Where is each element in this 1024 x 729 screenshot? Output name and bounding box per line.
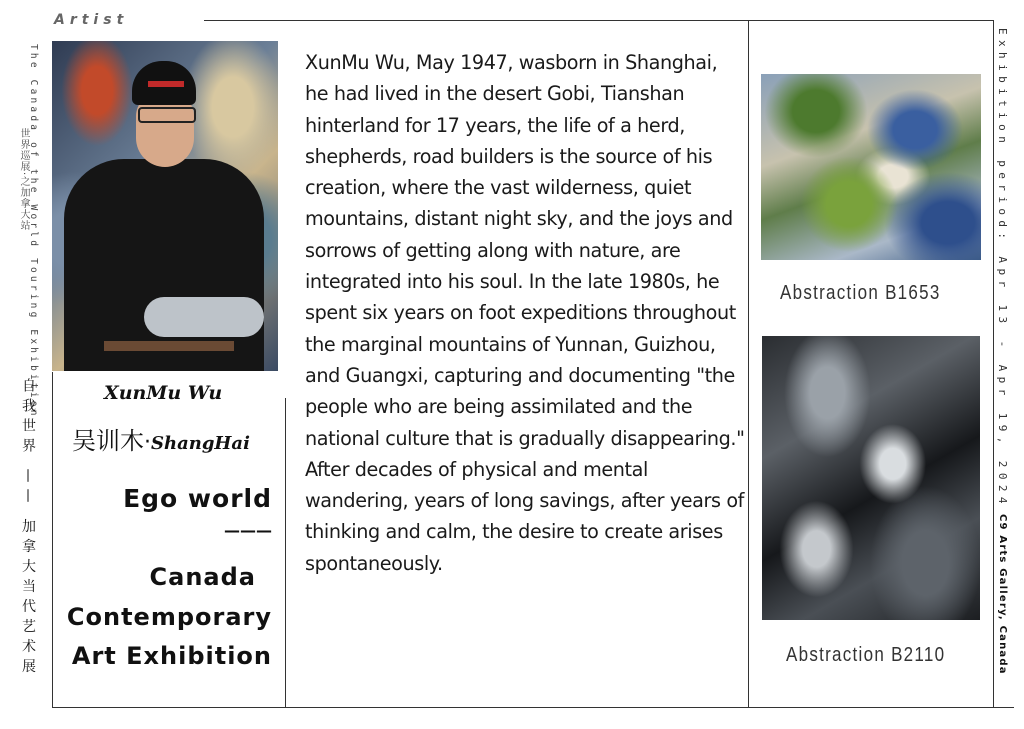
gallery-name: C9 Arts Gallery, Canada — [997, 514, 1008, 675]
exhibition-period: Exhibition period: Apr 13 - Apr 19, 2024 — [996, 28, 1009, 509]
exhibition-title-line4: Art Exhibition — [71, 642, 272, 670]
portrait-cap-band — [148, 81, 184, 87]
name-separator: · — [144, 430, 151, 455]
portrait-glasses — [138, 107, 196, 123]
artist-name-cn: 吴训木 — [72, 427, 144, 455]
artwork-image-2 — [762, 336, 980, 620]
tour-title-cn: 世界巡展·之加拿大站 — [18, 128, 29, 232]
name-divider — [285, 398, 286, 707]
artist-name-cn-line — [72, 421, 250, 456]
exhibition-title-cn: 自我世界 —— 加拿大当代艺术展 — [20, 378, 36, 679]
bio-divider — [748, 20, 749, 707]
artist-portrait — [52, 41, 278, 371]
portrait-belt — [104, 341, 234, 351]
artwork-caption-2: Abstraction B2110 — [786, 644, 946, 666]
exhibition-title-line2: Canada — [149, 563, 256, 591]
artwork-caption-1: Abstraction B1653 — [780, 282, 941, 304]
artist-hometown: ShangHai — [151, 433, 250, 454]
right-border — [993, 20, 994, 707]
top-rule — [204, 20, 994, 21]
left-border — [52, 372, 53, 707]
tour-title-en: The Canada of the World Touring Exhibition — [28, 44, 39, 419]
artist-section-tag: Artist — [54, 12, 129, 28]
portrait-shirt — [64, 159, 264, 371]
artwork-image-1 — [761, 74, 981, 260]
exhibition-title-dash: ——— — [224, 521, 272, 540]
portrait-hands — [144, 297, 264, 337]
exhibition-title-line1: Ego world — [123, 484, 272, 513]
bottom-rule — [52, 707, 1014, 708]
exhibition-title-line3: Contemporary — [66, 603, 272, 631]
artist-name-en: XunMu Wu — [104, 382, 223, 404]
artist-biography: XunMu Wu, May 1947, wasborn in Shanghai, he had lived in the desert Gobi, Tianshan hinterland for 17 years, the life of a herd, shepherds, road builders is the source of his creation, where the vast wilderness, quiet mountains, distant night sky, and the joys and sorrows of getting along with nature, are integrated into his soul. In the late 1980s, he spent six years on foot expeditions throughout the marginal mountains of Yunnan, Guizhou, and Guangxi, capturing and documenting "the people who are being assimilated and the national culture that is gradually disappearing." After decades of physical and mental wandering, years of long savings, after years of thinking and calm, the desire to create arises spontaneously. — [305, 51, 745, 575]
